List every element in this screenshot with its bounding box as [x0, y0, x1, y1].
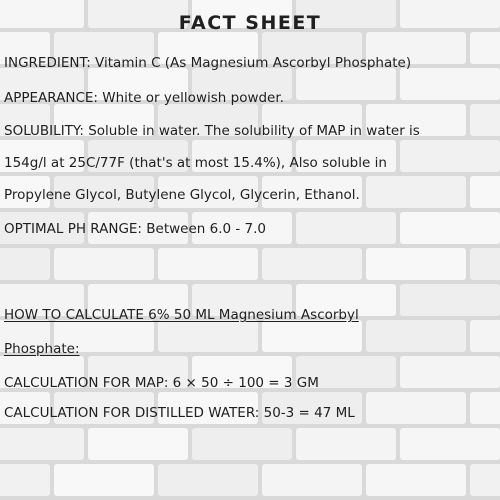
calculation-heading-line-1: HOW TO CALCULATE 6% 50 ML Magnesium Ascorbyl	[4, 307, 359, 323]
appearance-line: APPEARANCE: White or yellowish powder.	[4, 90, 284, 106]
page-title: FACT SHEET	[178, 12, 322, 34]
solubility-line-3: Propylene Glycol, Butylene Glycol, Glycerin, Ethanol.	[4, 187, 360, 203]
water-calculation-line: CALCULATION FOR DISTILLED WATER: 50-3 = 47 ML	[4, 405, 355, 421]
calculation-heading-line-2: Phosphate:	[4, 341, 80, 357]
solubility-line-1: SOLUBILITY: Soluble in water. The solubility of MAP in water is	[4, 123, 420, 139]
solubility-line-2: 154g/l at 25C/77F (that's at most 15.4%), Also soluble in	[4, 155, 387, 171]
ingredient-line: INGREDIENT: Vitamin C (As Magnesium Ascorbyl Phosphate)	[4, 55, 412, 71]
ph-range-line: OPTIMAL PH RANGE: Between 6.0 - 7.0	[4, 221, 267, 237]
map-calculation-line: CALCULATION FOR MAP: 6 × 50 ÷ 100 = 3 GM	[4, 375, 319, 391]
